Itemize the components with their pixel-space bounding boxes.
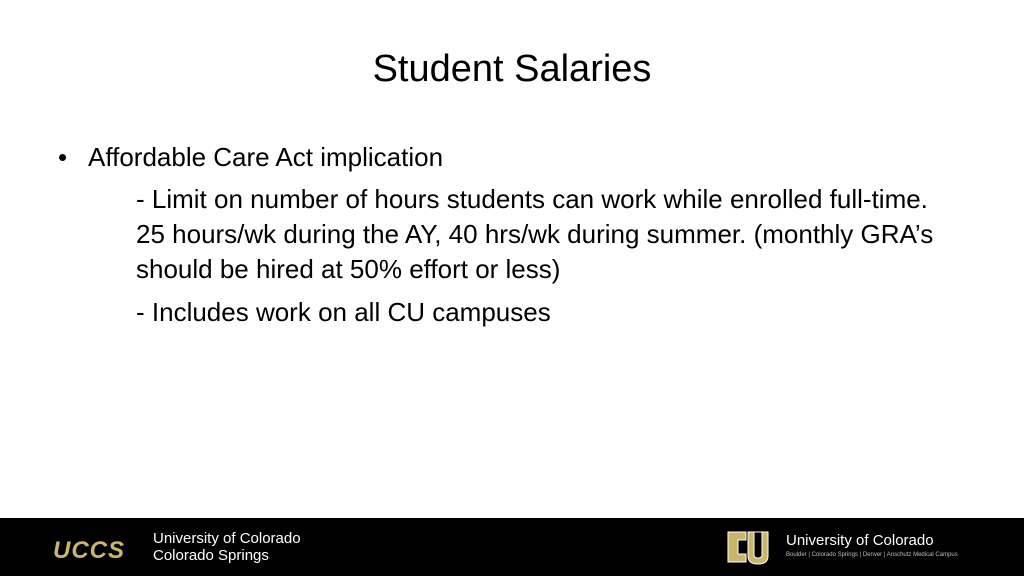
uccs-name — [153, 530, 301, 564]
bullet-item — [58, 140, 958, 174]
cu-logo-icon — [724, 526, 772, 568]
slide-title: Student Salaries — [372, 48, 652, 90]
footer-bar — [0, 518, 1024, 576]
slide-content — [58, 140, 958, 330]
uccs-name-line1: University of Colorado — [153, 530, 301, 547]
sub-item-hours-limit: - Limit on number of hours students can work while enrolled full-time. 25 hours/wk during the AY, 40 hrs/wk during summer. (monthly GRA’s should be hired at 50% effort or less) — [136, 184, 934, 284]
uccs-logo: UCCS — [53, 537, 126, 564]
bullet-text: Affordable Care Act implication — [88, 142, 444, 172]
cu-name: University of Colorado — [786, 532, 934, 549]
cu-campuses: Boulder | Colorado Springs | Denver | Anschutz Medical Campus — [786, 552, 958, 558]
bullet-symbol: • — [58, 142, 68, 172]
sub-item-cu-campuses: - Includes work on all CU campuses — [136, 297, 551, 327]
uccs-name-line2: Colorado Springs — [153, 547, 269, 564]
